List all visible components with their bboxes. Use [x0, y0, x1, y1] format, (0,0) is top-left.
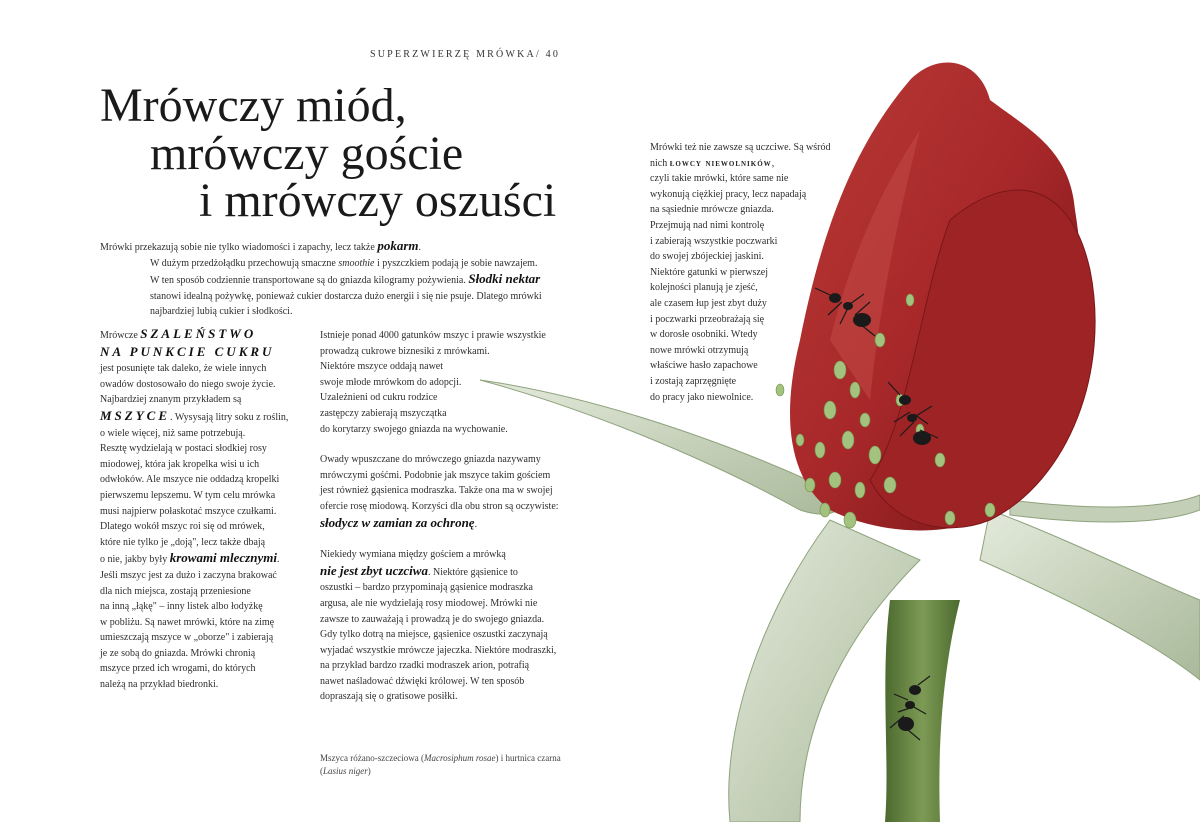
col1-line: w pobliżu. Są nawet mrówki, które na zimę	[100, 616, 275, 628]
col1-line: MSZYCE. Wysysają litry soku z roślin,	[100, 407, 289, 423]
sepal-far-right	[1010, 495, 1200, 522]
col2-line: oszustki – bardzo przypominają gąsienice modraszka	[320, 582, 533, 594]
col3-line: ale czasem łup jest zbyt duży	[650, 297, 767, 309]
col1-line: dla nich miejsca, zostają przeniesione	[100, 585, 251, 597]
col1-line: musi najpierw połaskotać mszyce czułkami.	[100, 505, 277, 517]
col3-line: wykonują ciężkiej pracy, lecz napadają	[650, 188, 807, 200]
intro-line: W dużym przedżołądku przechowują smaczne smoothie i pyszczkiem podają je sobie nawzajem.	[150, 257, 538, 269]
col2-line: Uzależnieni od cukru rodzice	[320, 392, 438, 404]
col2-line: jest również gąsienica modraszka. Także ona ma w swojej	[320, 485, 553, 497]
col3-line: nich łowcy niewolników,	[650, 157, 775, 169]
rose-illustration	[470, 40, 1200, 822]
col2-line: na przykład bardzo rzadki modraszek arion, potrafią	[320, 660, 530, 672]
col2-line: mrówczymi gośćmi. Podobnie jak mszyce takim gościem	[320, 469, 551, 481]
col1-line: należą na przykład biedronki.	[100, 679, 219, 691]
highlight-slodki-nektar: Słodki nektar	[468, 271, 541, 287]
intro-line: stanowi idealną pożywkę, ponieważ cukier dostarcza dużo energii i się nie psuje. Dlatego mrówki	[150, 290, 542, 302]
col3-line: i zostają zaprzęgnięte	[650, 375, 737, 387]
col3-line: i zabierają wszystkie poczwarki	[650, 235, 778, 247]
highlight-nie-jest-zbyt-uczciwa: nie jest zbyt uczciwa	[320, 562, 428, 578]
col2-line: Gdy tylko dotrą na miejsce, gąsienice oszustki zaczynają	[320, 629, 548, 641]
col1-line: Najbardziej znanym przykładem są	[100, 394, 242, 406]
col1-line: Dlatego wokół mszyc roi się od mrówek,	[100, 521, 265, 533]
col3-line: do swojej zbójeckiej jaskini.	[650, 251, 764, 263]
page-title-line-2: mrówczy goście	[150, 127, 464, 180]
intro-line: najbardziej lubią cukier i słodkości.	[150, 306, 293, 318]
col2-line: słodycz w zamian za ochronę.	[320, 514, 478, 530]
col3-line: Mrówki też nie zawsze są uczciwe. Są wśród	[650, 142, 831, 153]
col1-line: Mrówcze SZALEŃSTWO	[100, 326, 257, 341]
highlight-lowcy-niewolnikow: łowcy niewolników	[669, 157, 772, 169]
col2-line: zawsze to zauważają i prowadzą je do swojego gniazda.	[320, 613, 545, 625]
col1-line: miodowej, która jak kropelka wisi u ich	[100, 458, 260, 470]
col3-line: kolejności planują je zjeść,	[650, 282, 758, 294]
highlight-mszyce: MSZYCE	[100, 407, 171, 423]
page-title-line-1: Mrówczy miód,	[100, 79, 407, 132]
header-separator: /	[535, 49, 541, 60]
rose-stem	[885, 600, 960, 822]
highlight-slodycz: słodycz w zamian za ochronę	[320, 514, 475, 530]
highlight-pokarm: pokarm	[377, 238, 419, 253]
col2-line: wyjadać wszystkie mrówcze jajeczka. Niektóre modraszki,	[320, 644, 557, 656]
highlight-krowami-mlecznymi: krowami mlecznymi	[169, 550, 277, 566]
col1-line: je ze sobą do gniazda. Mrówki chronią	[100, 647, 256, 659]
col1-line: NA PUNKCIE CUKRU	[100, 343, 275, 359]
col1-line: Jeśli mszyc jest za dużo i zaczyna brakować	[100, 569, 277, 581]
col3-line: na sąsiednie mrówcze gniazda.	[650, 204, 774, 216]
col1-line: umieszczają mszyce w „oborze" i zabierają	[100, 632, 274, 644]
col2-line: Niekiedy wymiana między gościem a mrówką	[320, 549, 506, 561]
col3-line: do pracy jako niewolnice.	[650, 391, 754, 403]
col1-line: na inną „łąkę" – inny listek albo łodyżkę	[100, 601, 263, 613]
sepal-right	[980, 510, 1200, 680]
figure-caption: Mszyca różano-szczeciowa (Macrosiphum rosae) i hurtnica czarna (Lasius niger)	[320, 753, 561, 776]
col1-line: pierwszemu lepszemu. W tym celu mrówka	[100, 489, 276, 501]
col3-line: Przejmują nad nimi kontrolę	[650, 219, 765, 231]
intro-line: W ten sposób codziennie transportowane są do gniazda kilogramy pożywienia. Słodki nektar	[150, 271, 541, 287]
col2-line: nawet naśladować dźwięki królowej. W ten sposób	[320, 675, 525, 687]
col3-line: nowe mrówki otrzymują	[650, 344, 749, 356]
column-1	[100, 326, 288, 693]
col2-line: dopraszają się o gratisowe posiłki.	[320, 691, 458, 703]
col1-line: o nie, jakby były krowami mlecznymi.	[100, 550, 280, 566]
col2-line: do korytarzy swojego gniazda na wychowanie.	[320, 423, 508, 435]
col2-line: Owady wpuszczane do mrówczego gniazda nazywamy	[320, 454, 541, 466]
page-title-line-3: i mrówczy oszuści	[199, 174, 557, 227]
intro-line: Mrówki przekazują sobie nie tylko wiadomości i zapachy, lecz także pokarm.	[100, 238, 421, 253]
col1-line: o wiele więcej, niż same potrzebują.	[100, 427, 246, 439]
col1-line: które nie tylko je „doją", lecz także dbają	[100, 536, 266, 548]
col2-line: nie jest zbyt uczciwa. Niektóre gąsienice to	[320, 562, 518, 578]
col2-line: Niektóre mszyce oddają nawet	[320, 361, 444, 373]
col1-line: Resztę wydzielają w postaci słodkiej rosy	[100, 443, 267, 455]
col1-line: odwłoków. Ale mszyce nie oddadzą kropelki	[100, 474, 280, 486]
running-title: SUPERZWIERZĘ MRÓWKA	[370, 49, 536, 60]
col2-line: ofercie rosę miodową. Korzyści dla obu stron są oczywiste:	[320, 500, 559, 512]
col3-line: właściwe hasło zapachowe	[650, 360, 758, 372]
col1-line: owadów dostosowało do niego swoje życie.	[100, 378, 276, 390]
highlight-szalenstwo: SZALEŃSTWO	[140, 326, 257, 341]
col2-line: prowadzą cukrowe biznesiki z mrówkami.	[320, 345, 490, 357]
col2-line: swoje młode mrówkom do adopcji.	[320, 376, 462, 388]
col3-line: w dorosłe osobniki. Wtedy	[650, 329, 758, 341]
col2-line: Istnieje ponad 4000 gatunków mszyc i prawie wszystkie	[320, 330, 546, 341]
col2-line: zastępczy zabierają mszyczątka	[320, 407, 447, 419]
col1-line: mszyce przed ich wrogami, do których	[100, 663, 256, 675]
col3-line: czyli takie mrówki, które same nie	[650, 173, 789, 185]
col1-line: jest posunięte tak daleko, że wiele innych	[100, 363, 267, 375]
col3-line: i poczwarki przeobrażają się	[650, 313, 765, 325]
col3-line: Niektóre gatunki w pierwszej	[650, 266, 769, 278]
page-number: 40	[545, 49, 561, 60]
col2-line: argusa, ale nie wydzielają rosy miodowej. Mrówki nie	[320, 597, 538, 609]
